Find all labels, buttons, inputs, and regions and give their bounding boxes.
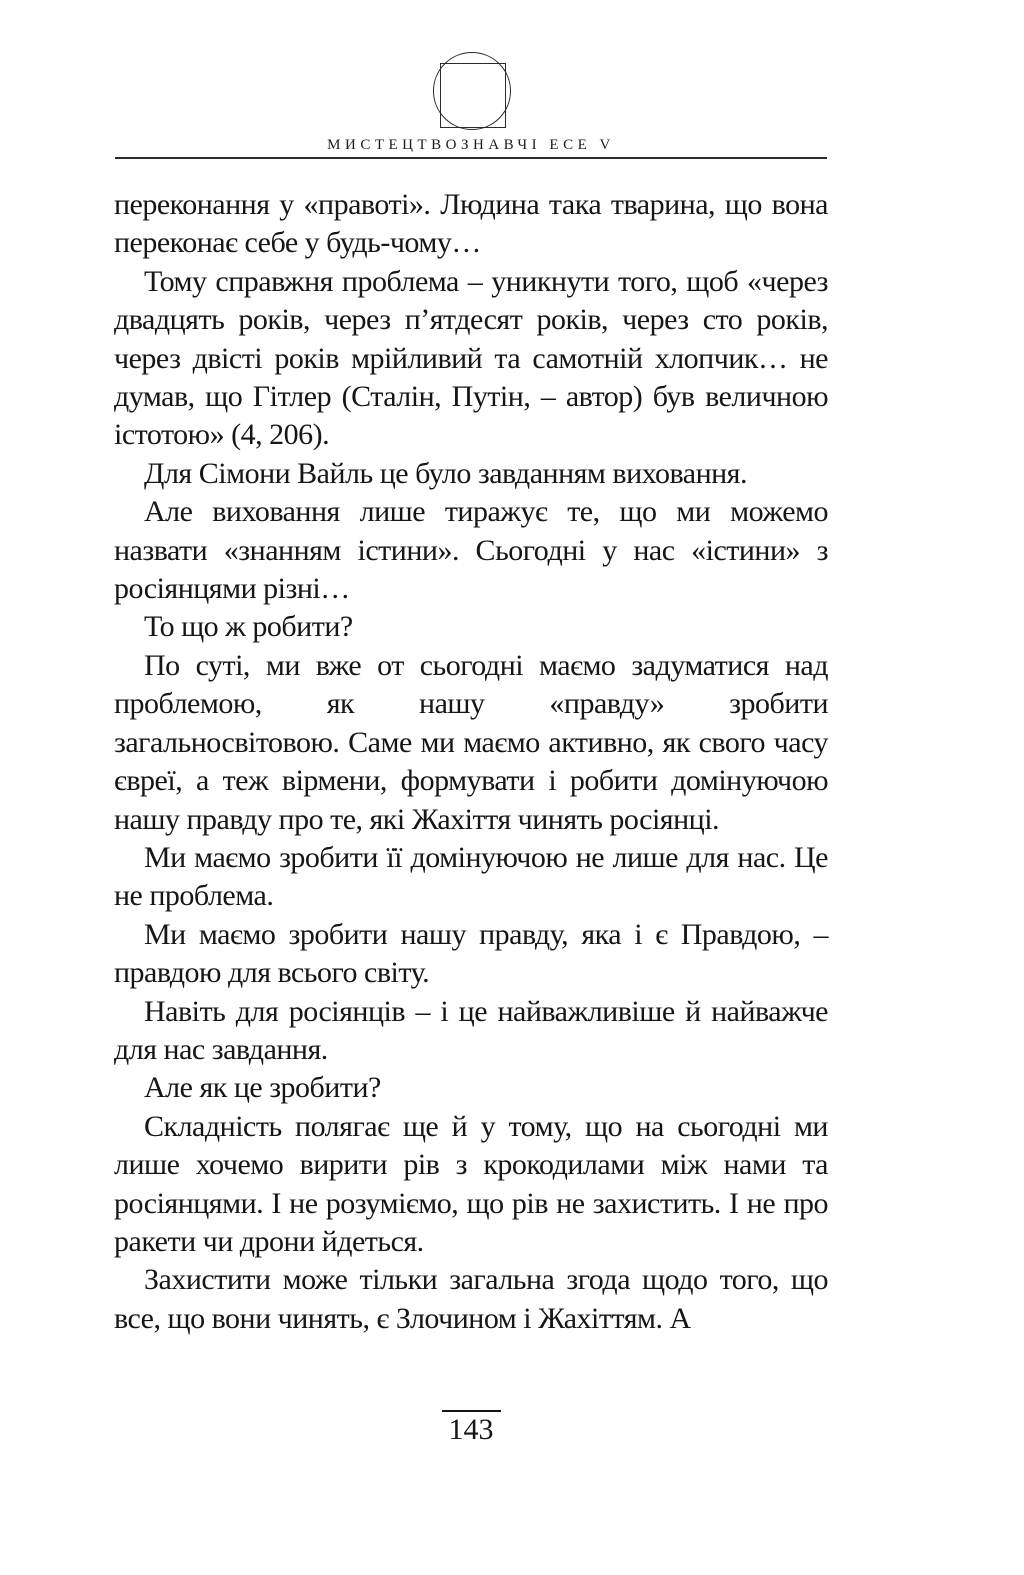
paragraph: Захистити може тільки загальна згода щодо того, що все, що вони чинять, є Злочином і Жахіттям. А: [114, 1263, 828, 1335]
paragraph: Ми маємо зробити нашу правду, яка і є Правдою, – правдою для всього світу.: [114, 917, 828, 990]
paragraph: Але виховання лише тиражує те, що ми можемо назвати «знанням істини». Сьогодні у нас «істини» з росіянцями різні…: [114, 495, 828, 606]
paragraph: По суті, ми вже от сьогодні маємо задуматися над проблемою, як нашу «правду» зробити загальносвітовою. Саме ми маємо активно, як свого часу євреї, а теж вірмени, формувати і робити домінуючою нашу правду про те, які Жахіття чинять росіянці.: [114, 648, 828, 836]
paragraph: Складність полягає ще й у тому, що на сьогодні ми лише хочемо вирити рів з крокодилами між нами та росіянцями. І не розуміємо, що рів не захистить. І не про ракети чи дрони йдеться.: [114, 1109, 828, 1258]
paragraph: переконання у «правоті». Людина така тварина, що вона переконає себе у будь-чому…: [114, 188, 828, 260]
logo-square: [440, 63, 506, 128]
paragraph: Але як це зробити?: [144, 1071, 381, 1105]
running-head-title: МИСТЕЦТВОЗНАВЧІ ЕСЕ V: [327, 137, 615, 153]
circle-square-logo-icon: [433, 52, 512, 131]
paragraph: Для Сімони Вайль це було завданням виховання.: [144, 456, 747, 490]
paragraph: Тому справжня проблема – уникнути того, щоб «через двадцять років, через п’ятдесят років, через сто років, через двісті років мрійливий та самотній хлопчик… не думав, що Гітлер (Сталін, Путін, – автор) був величною істотою» (4, 206).: [114, 264, 828, 452]
paragraph: Навіть для росіянців – і це найважливіше й найважче для нас завдання.: [114, 994, 828, 1066]
page-body: [114, 186, 828, 1338]
page-number: 143: [442, 1410, 501, 1447]
header-rule: [115, 157, 827, 159]
paragraph: То що ж робити?: [144, 610, 353, 644]
paragraph: Ми маємо зробити її домінуючою не лише для нас. Це не проблема.: [114, 840, 828, 913]
page-footer: [115, 1410, 827, 1447]
